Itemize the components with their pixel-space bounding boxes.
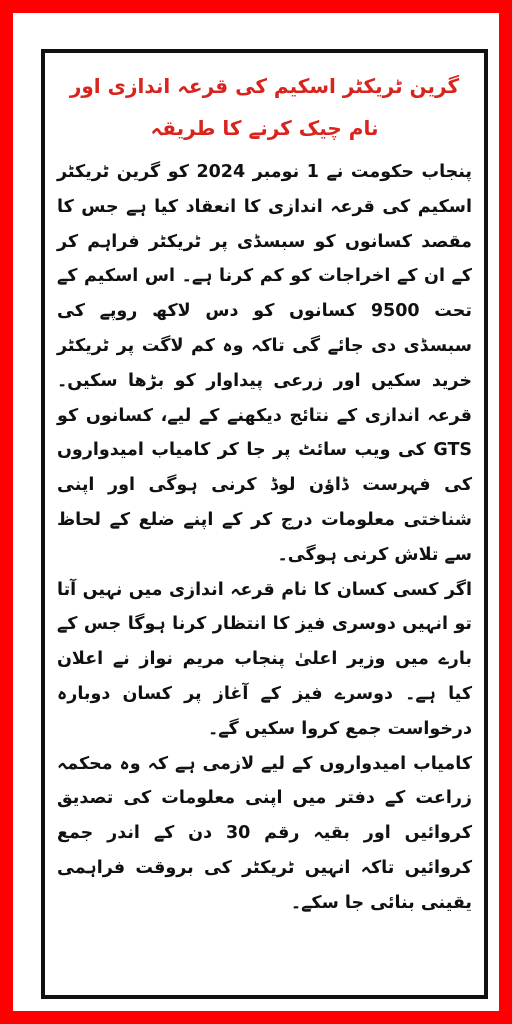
article-paragraph-2: اگر کسی کسان کا نام قرعہ اندازی میں نہیں آتا تو انہیں دوسری فیز کا انتظار کرنا ہوگا جس کے بارے میں وزیر اعلیٰ پنجاب مریم نواز نے اعلان کیا ہے۔ دوسرے فیز کے آغاز پر کسان دوبارہ درخواست جمع کروا سکیں گے۔: [57, 579, 472, 739]
article-box: [41, 49, 488, 999]
article-paragraph-3: کامیاب امیدواروں کے لیے لازمی ہے کہ وہ محکمہ زراعت کے دفتر میں اپنی معلومات کی تصدیق کروائیں اور بقیہ رقم 30 دن کے اندر جمع کروائیں تاکہ انہیں ٹریکٹر کی بروقت فراہمی یقینی بنائی جا سکے۔: [57, 753, 472, 913]
article-title: گرین ٹریکٹر اسکیم کی قرعہ اندازی اور نام چیک کرنے کا طریقہ: [69, 74, 460, 140]
article-paragraph-1: پنجاب حکومت نے 1 نومبر 2024 کو گرین ٹریکٹر اسکیم کی قرعہ اندازی کا انعقاد کیا ہے جس کا مقصد کسانوں کو سبسڈی پر ٹریکٹر فراہم کر کے ان کے اخراجات کو کم کرنا ہے۔ اس اسکیم کے تحت 9500 کسانوں کو دس لاکھ روپے کی سبسڈی دی جائے گی تاکہ وہ کم لاگت پر ٹریکٹر خرید سکیں اور زرعی پیداوار کو بڑھا سکیں۔ قرعہ اندازی کے نتائج دیکھنے کے لیے، کسانوں کو GTS کی ویب سائٹ پر جا کر کامیاب امیدواروں کی فہرست ڈاؤن لوڈ کرنی ہوگی اور اپنی شناختی معلومات درج کر کے اپنے ضلع کے لحاظ سے تلاش کرنی ہوگی۔: [57, 162, 472, 565]
